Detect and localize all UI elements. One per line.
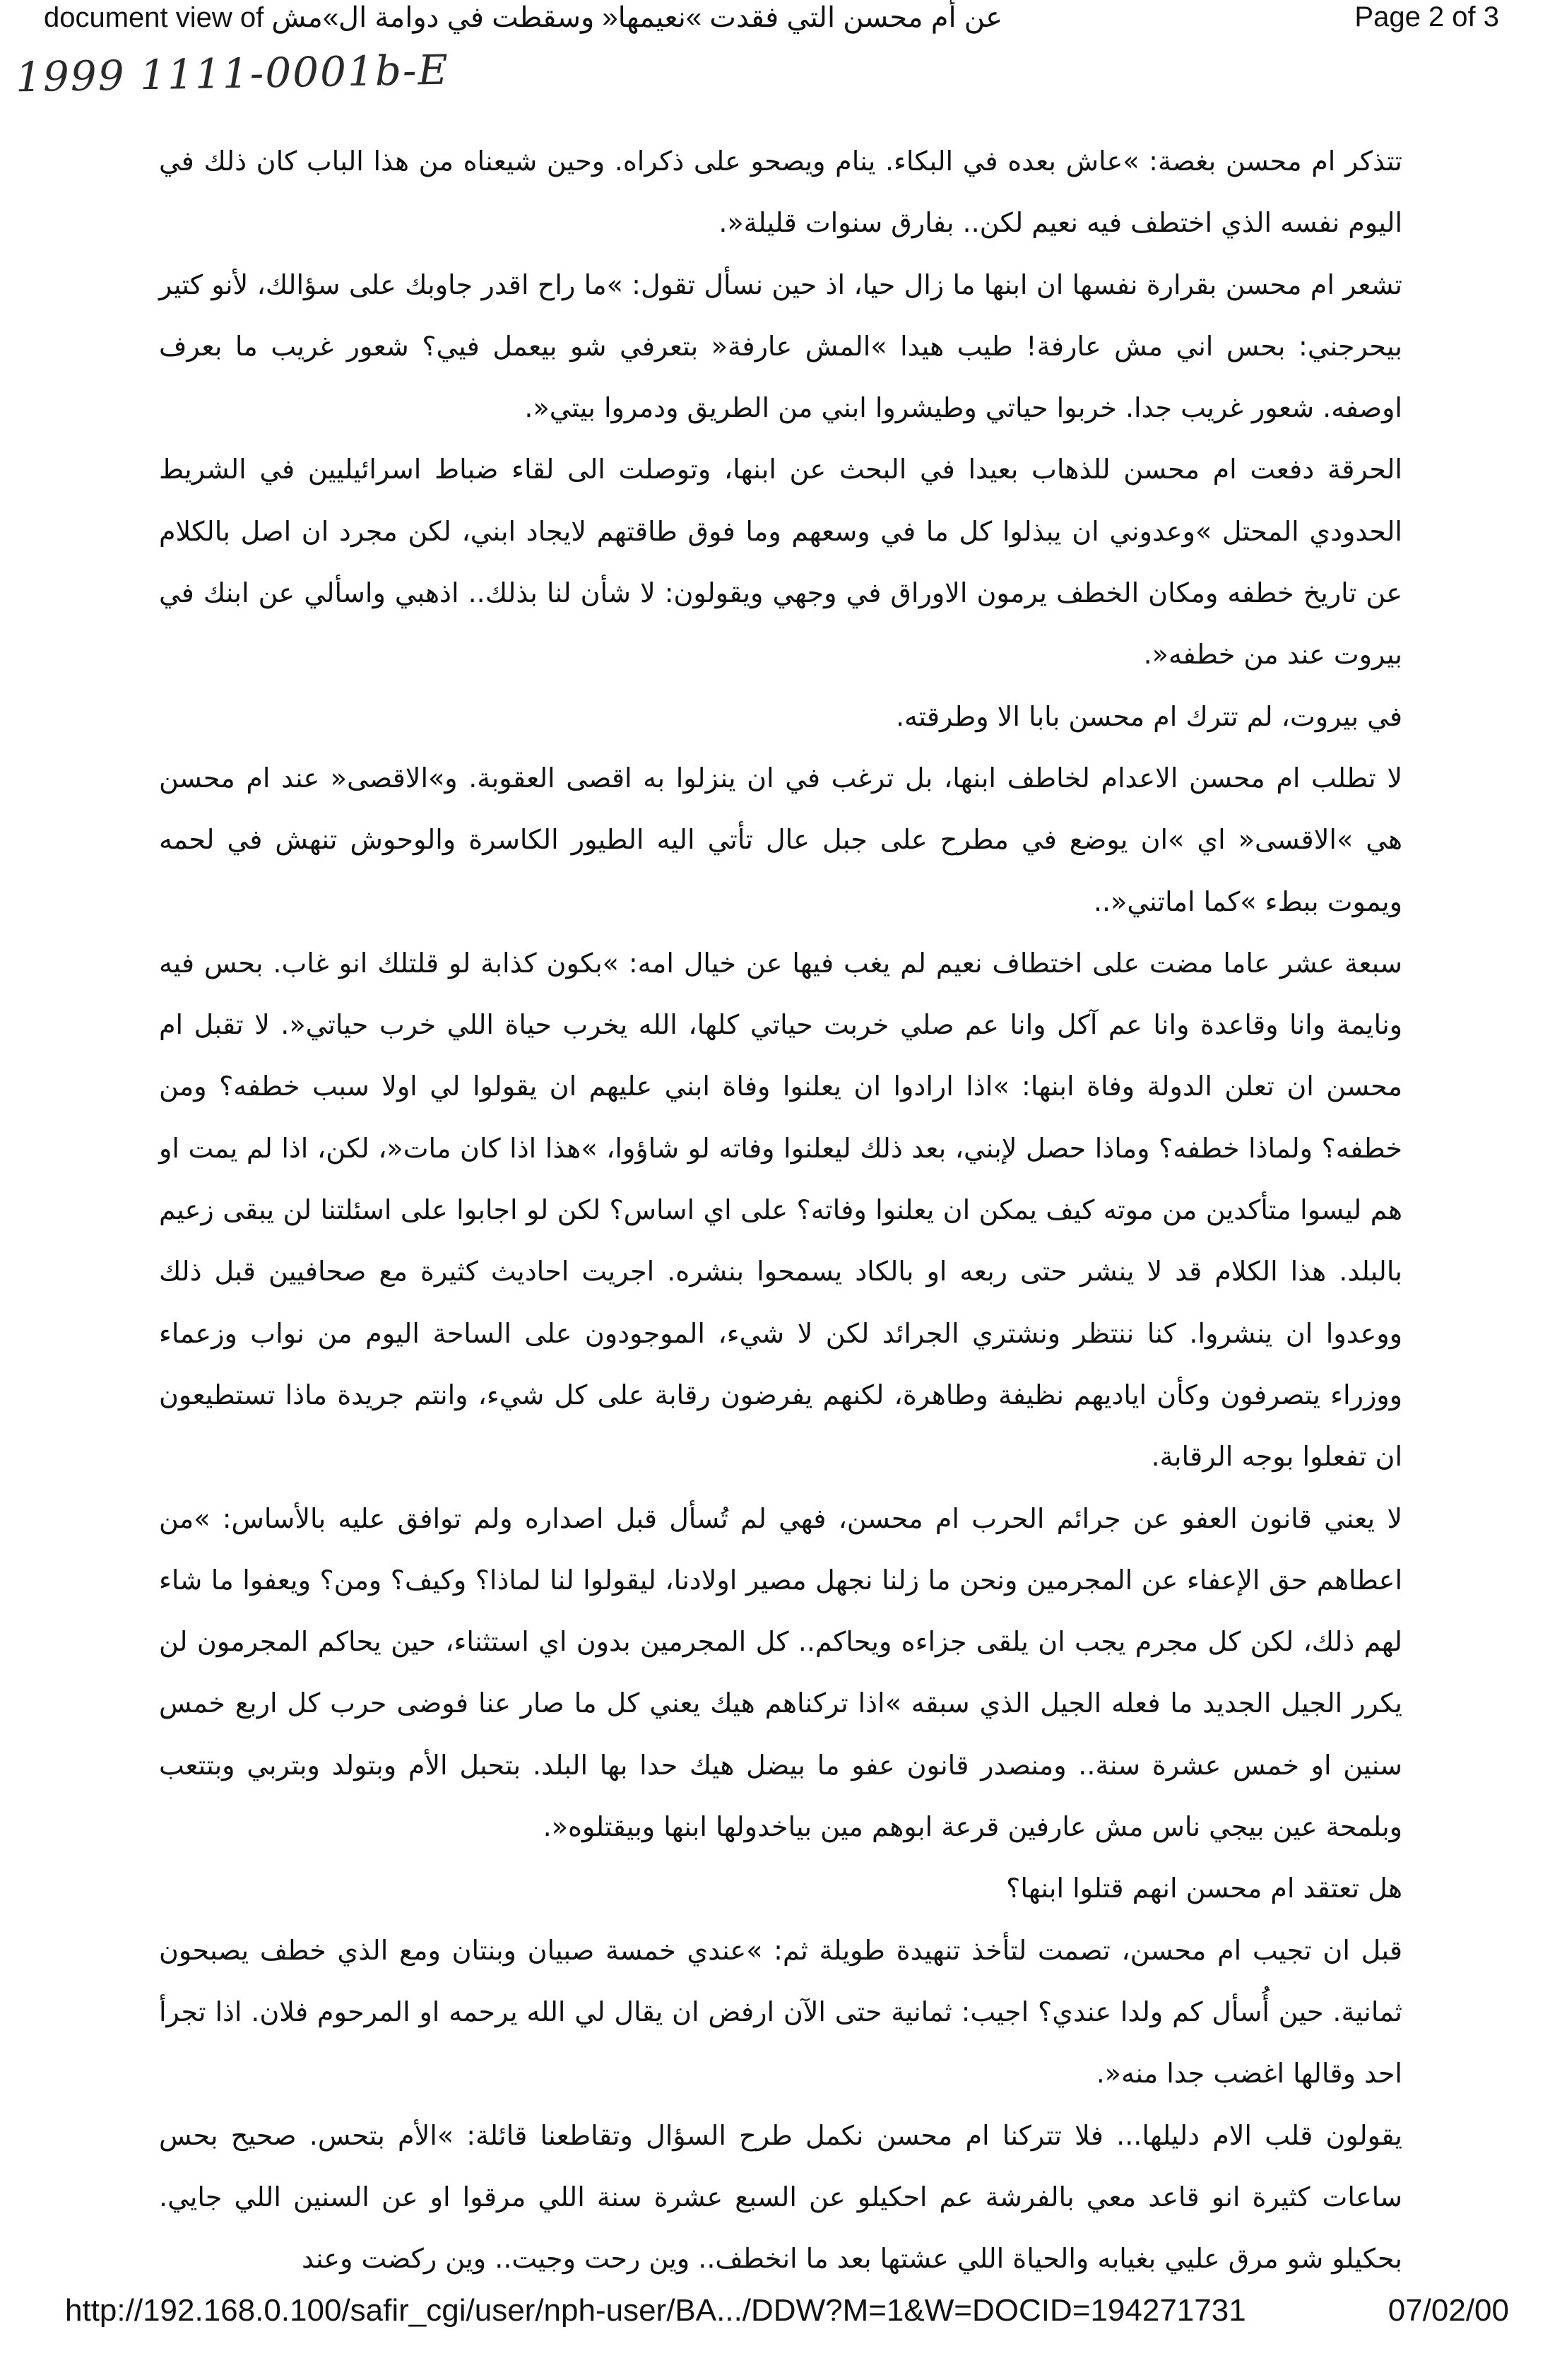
paragraph: في بيروت، لم تترك ام محسن بابا الا وطرقته. xyxy=(895,700,1402,732)
paragraph: قبل ان تجيب ام محسن، تصمت لتأخذ تنهيدة طويلة ثم: »عندي خمسة صبيان وبنتان ومع الذي خطف يصبحون ثمانية. حين أُسأل كم ولدا عندي؟ اجيب: ثمانية حتى الآن ارفض ان يقال لي الله يرحمه او المرحوم فلان. اذا تجرأ احد وقالها اغضب جدا منه«. xyxy=(159,1934,1402,2090)
paragraph: الحرقة دفعت ام محسن للذهاب بعيدا في البحث عن ابنها، وتوصلت الى لقاء ضباط اسرائيليين في الشريط الحدودي المحتل »وعدوني ان يبذلوا كل ما في وسعهم وما فوق طاقتهم لايجاد ابني، لكن مجرد ان اصل بالكلام عن تاريخ خطفه ومكان الخطف يرمون الاوراق في وجهي ويقولون: لا شأن لنا بذلك.. اذهبي واسألي عن ابنك في بيروت عند من خطفه«. xyxy=(159,454,1402,671)
paragraph: تتذكر ام محسن بغصة: »عاش بعده في البكاء. ينام ويصحو على ذكراه. وحين شيعناه من هذا الباب كان ذلك في اليوم نفسه الذي اختطف فيه نعيم لكن.. بفارق سنوات قليلة«. xyxy=(159,146,1402,239)
paragraph: لا يعني قانون العفو عن جرائم الحرب ام محسن، فهي لم تُسأل قبل اصداره ولم توافق عليه بالأساس: »من اعطاهم حق الإعفاء عن المجرمين ونحن ما زلنا نجهل مصير اولادنا، ليقولوا لنا لماذا؟ وكيف؟ ومن؟ ويعفوا ما شاء لهم ذلك، لكن كل مجرم يجب ان يلقى جزاءه ويحاكم.. كل المجرمين بدون اي استثناء، حين يحاكم المجرمون لن يكرر الجيل الجديد ما فعله الجيل الذي سبقه »اذا تركناهم هيك يعني كل ما صار عنا فوضى حرب كل اربع خمس سنين او خمس عشرة سنة.. ومنصدر قانون عفو ما بيضل هيك حدا بها البلد. بتحبل الأم وبتولد وبتربي وبتتعب وبلمحة عين بيجي ناس مش عارفين قرعة ابوهم مين بياخدولها ابنها وبيقتلوه«. xyxy=(159,1502,1402,1843)
page-indicator: Page 2 of 3 xyxy=(1354,1,1499,33)
article-body xyxy=(159,131,1402,2290)
paragraph: هل تعتقد ام محسن انهم قتلوا ابنها؟ xyxy=(1006,1873,1402,1904)
paragraph: يقولون قلب الام دليلها... فلا تتركنا ام محسن نكمل طرح السؤال وتقاطعنا قائلة: »الأم بتحس. صحيح بحس ساعات كثيرة انو قاعد معي بالفرشة عم احكيلو عن السبع عشرة سنة اللي مرقوا او عن السنين اللي جايي. بحكيلو شو مرق عليي بغيابه والحياة اللي عشتها بعد ما انخطف.. وين رحت وجيت.. وين ركضت وعند xyxy=(159,2119,1402,2275)
paragraph: لا تطلب ام محسن الاعدام لخاطف ابنها، بل ترغب في ان ينزلوا به اقصى العقوبة. و»الاقصى« عند ام محسن هي »الاقسى« اي »ان يوضع في مطرح على جبل عال تأتي اليه الطيور الكاسرة والوحوش تنهش في لحمه ويموت ببطء »كما اماتني«.. xyxy=(159,762,1402,917)
page-header xyxy=(0,0,1550,42)
footer-url: http://192.168.0.100/safir_cgi/user/nph-user/BA.../DDW?M=1&W=DOCID=194271731 xyxy=(65,2293,1246,2328)
paragraph: سبعة عشر عاما مضت على اختطاف نعيم لم يغب فيها عن خيال امه: »بكون كذابة لو قلتلك انو غاب. بحس فيه ونايمة وانا وقاعدة وانا عم آكل وانا عم صلي خربت حياتي كلها، الله يخرب حياة اللي خرب حياتي«. لا تقبل ام محسن ان تعلن الدولة وفاة ابنها: »اذا ارادوا ان يعلنوا وفاة ابني عليهم ان يقولوا لي اولا سبب خطفه؟ ومن خطفه؟ ولماذا خطفه؟ وماذا حصل لإبني، بعد ذلك ليعلنوا وفاته لو شاؤوا، »هذا اذا كان مات«، لكن، اذا لم يمت او هم ليسوا متأكدين من موته كيف يمكن ان يعلنوا وفاته؟ على اي اساس؟ لكن لو اجابوا على اسئلتنا لن يبقى زعيم بالبلد. هذا الكلام قد لا ينشر حتى ربعه او بالكاد يسمحوا بنشره. اجريت احاديث كثيرة مع صحافيين قبل ذلك ووعدوا ان ينشروا. كنا ننتظر ونشتري الجرائد لكن لا شيء، الموجودون على الساحة اليوم من نواب وزعماء ووزراء يتصرفون وكأن اياديهم نظيفة وطاهرة، لكنهم يفرضون رقابة على كل شيء، وانتم جريدة ماذا تستطيعون ان تفعلوا بوجه الرقابة. xyxy=(159,947,1402,1473)
handwritten-reference-number: 1999 1111-0001b-E xyxy=(15,45,450,102)
paragraph: تشعر ام محسن بقرارة نفسها ان ابنها ما زال حيا، اذ حين نسأل تقول: »ما راح اقدر جاوبك على سؤالك، لأنو كتير بيحرجني: بحس اني مش عارفة! طيب هيدا »المش عارفة« بتعرفي شو بيعمل فيي؟ شعور غريب ما بعرف اوصفه. شعور غريب جدا. خربوا حياتي وطيشروا ابني من الطريق ودمروا بيتي«. xyxy=(159,269,1402,424)
footer-date: 07/02/00 xyxy=(1388,2293,1509,2328)
document-title: document view of عن أم محسن التي فقدت »نعيمها« وسقطت في دوامة ال»مش xyxy=(44,2,1003,33)
